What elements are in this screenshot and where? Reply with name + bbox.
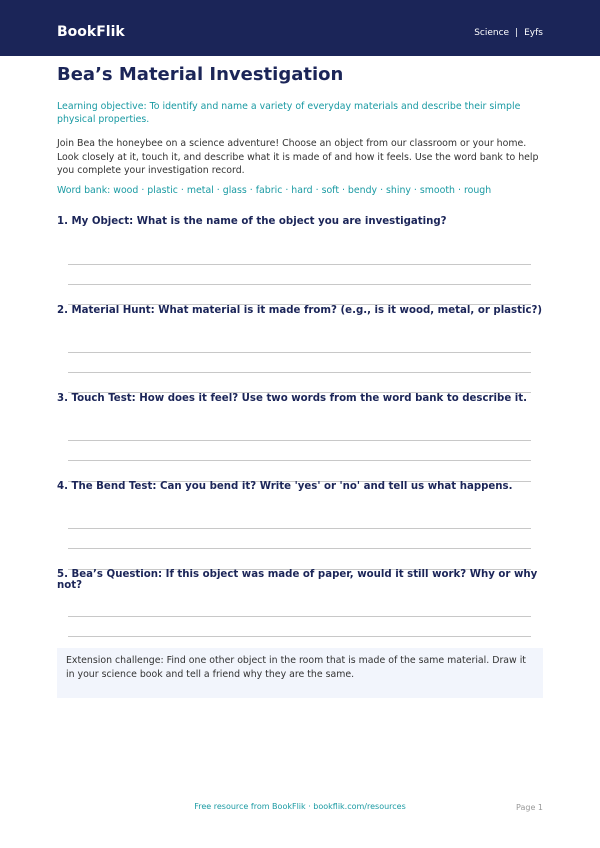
breadcrumb-separator: | — [515, 28, 519, 38]
question-1 — [57, 216, 543, 227]
question-text: 2. Material Hunt: What material is it made from? (e.g., is it wood, metal, or plastic?) — [57, 305, 543, 316]
question-text: 4. The Bend Test: Can you bend it? Write 'yes' or 'no' and tell us what happens. — [57, 481, 513, 492]
answer-line[interactable] — [68, 528, 531, 529]
footer-resource-link[interactable]: Free resource from BookFlik · bookflik.com/resources — [194, 802, 406, 811]
level-label: Eyfs — [524, 28, 543, 38]
intro-paragraph: Join Bea the honeybee on a science adventure! Choose an object from our classroom or your home. Look closely at it, touch it, and describe what it is made of and how it feels. Use the word bank to help you complete your investigation record. — [57, 138, 539, 176]
question-3 — [57, 393, 543, 404]
question-text: 3. Touch Test: How does it feel? Use two words from the word bank to describe it. — [57, 393, 528, 404]
brand-logo[interactable]: BookFlik — [57, 24, 125, 40]
question-2 — [57, 305, 543, 316]
answer-line[interactable] — [68, 440, 531, 441]
answer-line[interactable] — [68, 548, 531, 549]
question-text: 5. Bea’s Question: If this object was made of paper, would it still work? Why or why not? — [57, 569, 538, 591]
page-header — [0, 0, 600, 56]
word-bank: Word bank: wood · plastic · metal · glass · fabric · hard · soft · bendy · shiny · smooth · rough — [57, 185, 492, 196]
subject-label: Science — [474, 28, 510, 38]
subject-breadcrumb — [474, 28, 543, 38]
answer-line[interactable] — [68, 636, 531, 637]
question-5 — [57, 569, 543, 591]
answer-line[interactable] — [68, 372, 531, 373]
learning-objective: Learning objective: To identify and name a variety of everyday materials and describe their simple physical properties. — [57, 101, 521, 125]
answer-line[interactable] — [68, 616, 531, 617]
answer-line[interactable] — [68, 284, 531, 285]
extension-challenge: Extension challenge: Find one other object in the room that is made of the same material. Draw it in your science book and tell a friend why they are the same. — [57, 648, 543, 698]
answer-line[interactable] — [68, 264, 531, 265]
answer-line[interactable] — [68, 460, 531, 461]
question-text: 1. My Object: What is the name of the object you are investigating? — [57, 216, 447, 227]
answer-line[interactable] — [68, 352, 531, 353]
question-4 — [57, 481, 543, 492]
worksheet-title: Bea’s Material Investigation — [57, 64, 344, 85]
page-number: Page 1 — [516, 803, 543, 812]
